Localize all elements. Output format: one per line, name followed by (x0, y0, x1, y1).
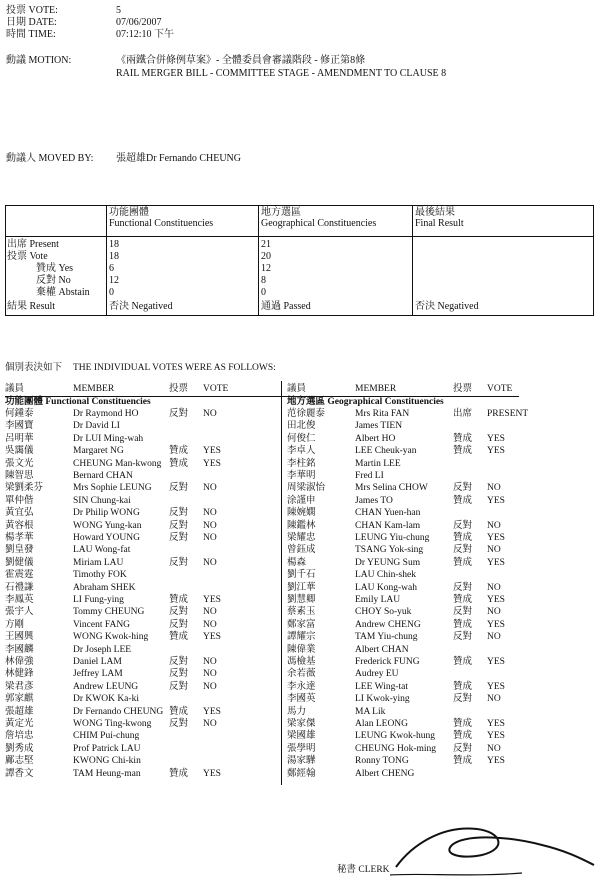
right-vote-zh: 反對 (453, 694, 473, 705)
right-vote-zh: 反對 (453, 743, 473, 754)
left-vote-en: NO (203, 657, 217, 667)
right-member-name-en: TSANG Yok-sing (355, 545, 424, 556)
right-member-name-zh: 劉江華 (287, 582, 316, 593)
right-vote-en: YES (487, 533, 505, 543)
left-vote-en: YES (203, 632, 221, 643)
left-vote-zh: 反對 (169, 409, 189, 419)
right-member-name-en: CHOY So-yuk (355, 607, 412, 618)
right-member-name-zh: 李永達 (287, 681, 316, 692)
right-member-name-zh: 楊森 (287, 557, 307, 568)
summary-final-result: 否決 Negatived (415, 301, 479, 312)
right-vote-zh: 贊成 (453, 731, 473, 742)
left-member-name-en: Dr KWOK Ka-ki (73, 694, 139, 705)
left-member-name-zh: 譚香文 (5, 768, 34, 779)
right-member-name-en: Andrew CHENG (355, 619, 421, 630)
right-vote-en: YES (487, 756, 505, 767)
right-section-title: 地方選區 Geographical Constituencies (287, 397, 444, 407)
left-member-name-en: CHIM Pui-chung (73, 731, 140, 742)
left-member-name-en: Abraham SHEK (73, 582, 136, 593)
right-member-name-zh: 劉千石 (287, 570, 316, 581)
left-vote-zh: 贊成 (169, 458, 189, 469)
right-member-name-en: LEE Wing-tat (355, 681, 408, 692)
summary-gc-value: 0 (261, 287, 266, 298)
left-vote-zh: 反對 (169, 483, 189, 494)
summary-row-label: 贊成 Yes (36, 263, 74, 274)
left-member-name-zh: 王國興 (5, 632, 34, 643)
motion-title-en: RAIL MERGER BILL - COMMITTEE STAGE - AMENDMENT TO CLAUSE 8 (116, 68, 447, 79)
left-member-name-en: Dr Joseph LEE (73, 644, 132, 655)
vote-number-label: 投票 VOTE: (6, 5, 58, 16)
left-member-name-zh: 李鳳英 (5, 595, 34, 605)
left-member-name-zh: 單仲偕 (5, 495, 34, 506)
clerk-signature (382, 815, 598, 883)
right-vote-en: PRESENT (487, 409, 529, 419)
left-member-zh-header: 議員 (5, 384, 25, 394)
right-member-name-zh: 余若薇 (287, 669, 316, 680)
right-member-name-en: MA Lik (355, 706, 386, 717)
left-vote-en: NO (203, 719, 217, 729)
right-member-name-zh: 何俊仁 (287, 433, 316, 444)
left-section-title: 功能團體 Functional Constituencies (5, 397, 151, 407)
left-vote-zh: 反對 (169, 657, 189, 667)
left-vote-en: NO (203, 607, 217, 618)
right-vote-en: YES (487, 595, 505, 605)
summary-fc-value: 12 (109, 275, 119, 286)
left-member-name-zh: 李國麟 (5, 644, 34, 655)
right-member-name-zh: 李華明 (287, 471, 316, 481)
motion-title-zh: 《兩鐵合併條例草案》- 全體委員會審議階段 - 修正第8條 (116, 55, 366, 66)
right-member-name-en: Mrs Rita FAN (355, 409, 410, 419)
left-member-name-zh: 劉秀成 (5, 743, 34, 754)
right-member-name-en: Martin LEE (355, 458, 401, 469)
right-member-name-en: Ronny TONG (355, 756, 409, 767)
right-member-name-en: Albert CHAN (355, 644, 409, 655)
left-vote-en: YES (203, 595, 221, 605)
left-member-name-en: Tommy CHEUNG (73, 607, 145, 618)
right-member-name-zh: 譚耀宗 (287, 632, 316, 643)
vote-number-value: 5 (116, 5, 121, 16)
right-member-en-header: MEMBER (355, 384, 397, 394)
column-divider (281, 381, 282, 785)
summary-gc-result: 通過 Passed (261, 301, 311, 312)
left-vote-en: NO (203, 409, 217, 419)
left-member-name-en: LAU Wong-fat (73, 545, 131, 556)
date-label: 日期 DATE: (6, 17, 57, 28)
left-vote-zh: 贊成 (169, 595, 189, 605)
left-member-name-zh: 方剛 (5, 619, 25, 630)
votes-intro-zh: 個別表決如下 (5, 363, 63, 373)
time-value: 07:12:10 下午 (116, 29, 175, 40)
left-member-name-en: Mrs Sophie LEUNG (73, 483, 152, 494)
left-vote-en: NO (203, 520, 217, 531)
right-member-name-en: Alan LEONG (355, 719, 409, 729)
right-member-name-zh: 李卓人 (287, 446, 316, 457)
left-vote-en: NO (203, 619, 217, 630)
right-vote-en: YES (487, 495, 505, 506)
left-vote-en: NO (203, 508, 217, 519)
summary-fc-value: 18 (109, 239, 119, 250)
right-vote-zh: 贊成 (453, 681, 473, 692)
time-label: 時間 TIME: (6, 29, 56, 40)
left-vote-en: YES (203, 706, 221, 717)
right-vote-zh: 贊成 (453, 446, 473, 457)
right-vote-en: YES (487, 681, 505, 692)
right-member-name-en: LEUNG Kwok-hung (355, 731, 435, 742)
right-vote-en: YES (487, 446, 505, 457)
right-vote-zh-header: 投票 (453, 384, 473, 394)
left-member-name-zh: 張文光 (5, 458, 34, 469)
left-member-name-zh: 詹培忠 (5, 731, 34, 742)
left-member-name-en: Timothy FOK (73, 570, 127, 581)
left-vote-en: YES (203, 768, 221, 779)
summary-row-label: 投票 Vote (7, 251, 48, 262)
left-member-name-en: Andrew LEUNG (73, 681, 139, 692)
right-member-name-zh: 李柱銘 (287, 458, 316, 469)
right-vote-en: NO (487, 483, 501, 494)
left-vote-en: YES (203, 446, 221, 457)
right-member-name-en: James TIEN (355, 421, 403, 432)
summary-row-label: 反對 No (36, 275, 71, 286)
right-member-name-zh: 涂謹申 (287, 495, 316, 506)
left-member-name-en: Jeffrey LAM (73, 669, 123, 680)
left-member-name-en: Prof Patrick LAU (73, 743, 141, 754)
left-member-name-en: Dr Fernando CHEUNG (73, 706, 164, 717)
left-member-name-en: TAM Heung-man (73, 768, 141, 779)
right-member-name-en: Mrs Selina CHOW (355, 483, 428, 494)
left-member-name-en: Dr Philip WONG (73, 508, 140, 519)
left-vote-zh: 反對 (169, 533, 189, 543)
left-vote-en: NO (203, 681, 217, 692)
left-member-name-en: WONG Yung-kan (73, 520, 142, 531)
left-vote-zh: 反對 (169, 508, 189, 519)
right-vote-en: NO (487, 520, 501, 531)
left-member-name-zh: 黃宜弘 (5, 508, 34, 519)
summary-fc-value: 6 (109, 263, 114, 274)
right-vote-zh: 贊成 (453, 557, 473, 568)
right-vote-en: NO (487, 632, 501, 643)
left-member-name-zh: 劉皇發 (5, 545, 34, 556)
right-vote-zh: 贊成 (453, 657, 473, 667)
left-vote-zh: 反對 (169, 557, 189, 568)
right-vote-en: NO (487, 743, 501, 754)
right-member-name-zh: 曾鈺成 (287, 545, 316, 556)
left-member-name-en: Margaret NG (73, 446, 124, 457)
left-member-name-zh: 林偉強 (5, 657, 34, 667)
right-member-name-zh: 范徐麗泰 (287, 409, 326, 419)
left-vote-zh: 反對 (169, 669, 189, 680)
summary-table (5, 205, 594, 316)
left-member-name-zh: 黃定光 (5, 719, 34, 729)
summary-row-label: 出席 Present (7, 239, 59, 250)
summary-gc-value: 8 (261, 275, 266, 286)
left-vote-zh: 贊成 (169, 632, 189, 643)
left-vote-en: NO (203, 557, 217, 568)
right-member-name-zh: 蔡素玉 (287, 607, 316, 618)
right-member-name-zh: 田北俊 (287, 421, 316, 432)
right-vote-zh: 反對 (453, 545, 473, 556)
left-member-name-en: CHEUNG Man-kwong (73, 458, 162, 469)
right-vote-en-header: VOTE (487, 384, 513, 394)
right-vote-zh: 反對 (453, 483, 473, 494)
left-member-name-en: Daniel LAM (73, 657, 122, 667)
right-member-name-en: Dr YEUNG Sum (355, 557, 421, 568)
left-member-name-zh: 梁劉柔芬 (5, 483, 44, 494)
left-member-name-en: LI Fung-ying (73, 595, 124, 605)
left-member-name-zh: 石禮謙 (5, 582, 34, 593)
gc-header-zh: 地方選區 (261, 207, 301, 218)
right-vote-zh: 贊成 (453, 719, 473, 729)
left-vote-zh: 反對 (169, 681, 189, 692)
right-vote-en: NO (487, 607, 501, 618)
left-member-name-en: KWONG Chi-kin (73, 756, 141, 767)
right-vote-en: YES (487, 731, 505, 742)
left-member-name-zh: 陳智思 (5, 471, 34, 481)
right-member-name-en: CHAN Yuen-han (355, 508, 421, 519)
left-member-name-zh: 梁君彥 (5, 681, 34, 692)
left-vote-zh-header: 投票 (169, 384, 189, 394)
right-member-name-zh: 陳偉業 (287, 644, 316, 655)
right-vote-zh: 反對 (453, 582, 473, 593)
left-member-name-zh: 何鍾泰 (5, 409, 34, 419)
left-vote-zh: 贊成 (169, 446, 189, 457)
left-vote-en-header: VOTE (203, 384, 229, 394)
right-vote-zh: 反對 (453, 632, 473, 643)
left-member-name-zh: 張超雄 (5, 706, 34, 717)
left-member-name-zh: 劉健儀 (5, 557, 34, 568)
left-member-name-zh: 呂明華 (5, 433, 34, 444)
left-member-name-en: Dr LUI Ming-wah (73, 433, 144, 444)
right-member-name-en: LEE Cheuk-yan (355, 446, 417, 457)
left-vote-zh: 贊成 (169, 706, 189, 717)
left-member-name-zh: 郭家麒 (5, 694, 34, 705)
right-member-name-zh: 梁國雄 (287, 731, 316, 742)
fc-header-zh: 功能團體 (109, 207, 149, 218)
summary-gc-value: 20 (261, 251, 271, 262)
final-header-zh: 最後結果 (415, 207, 455, 218)
right-member-name-zh: 梁家傑 (287, 719, 316, 729)
left-member-name-en: WONG Ting-kwong (73, 719, 152, 729)
summary-row-label: 棄權 Abstain (36, 287, 90, 298)
right-member-name-en: LI Kwok-ying (355, 694, 410, 705)
right-member-name-en: LAU Chin-shek (355, 570, 416, 581)
right-member-name-en: Fred LI (355, 471, 384, 481)
left-member-en-header: MEMBER (73, 384, 115, 394)
right-member-name-en: LEUNG Yiu-chung (355, 533, 430, 543)
right-member-name-zh: 馬力 (287, 706, 307, 717)
left-member-name-en: Howard YOUNG (73, 533, 140, 543)
right-member-name-zh: 張學明 (287, 743, 316, 754)
right-member-name-en: James TO (355, 495, 393, 506)
right-vote-zh: 反對 (453, 607, 473, 618)
left-member-name-en: SIN Chung-kai (73, 495, 131, 506)
right-member-name-zh: 陳鑑林 (287, 520, 316, 531)
right-vote-en: NO (487, 694, 501, 705)
right-member-name-zh: 周梁淑怡 (287, 483, 326, 494)
right-vote-en: NO (487, 582, 501, 593)
right-member-name-zh: 湯家驊 (287, 756, 316, 767)
right-member-name-en: Frederick FUNG (355, 657, 420, 667)
left-vote-zh: 反對 (169, 619, 189, 630)
right-member-name-zh: 梁耀忠 (287, 533, 316, 543)
right-member-name-en: CHAN Kam-lam (355, 520, 421, 531)
right-member-name-zh: 陳婉嫻 (287, 508, 316, 519)
left-member-name-en: WONG Kwok-hing (73, 632, 149, 643)
left-member-name-zh: 霍震霆 (5, 570, 34, 581)
left-member-name-zh: 鄺志堅 (5, 756, 34, 767)
left-member-name-en: Dr Raymond HO (73, 409, 139, 419)
left-member-name-zh: 林健鋒 (5, 669, 34, 680)
right-vote-en: YES (487, 719, 505, 729)
summary-gc-value: 12 (261, 263, 271, 274)
left-vote-en: NO (203, 533, 217, 543)
right-vote-en: YES (487, 657, 505, 667)
motion-label: 動議 MOTION: (6, 55, 72, 66)
right-vote-zh: 贊成 (453, 595, 473, 605)
left-member-name-en: Dr David LI (73, 421, 120, 432)
right-vote-zh: 贊成 (453, 433, 473, 444)
summary-fc-result: 否決 Negatived (109, 301, 173, 312)
right-vote-zh: 贊成 (453, 756, 473, 767)
left-vote-en: NO (203, 669, 217, 680)
right-vote-zh: 贊成 (453, 495, 473, 506)
right-vote-zh: 反對 (453, 520, 473, 531)
right-member-name-en: Audrey EU (355, 669, 399, 680)
right-member-name-zh: 鄭家富 (287, 619, 316, 630)
right-vote-en: YES (487, 557, 505, 568)
right-member-zh-header: 議員 (287, 384, 307, 394)
left-member-name-zh: 李國寶 (5, 421, 34, 432)
right-vote-zh: 贊成 (453, 619, 473, 630)
right-vote-en: YES (487, 619, 505, 630)
right-member-name-en: LAU Kong-wah (355, 582, 418, 593)
moved-by-value: 張超雄Dr Fernando CHEUNG (116, 153, 241, 164)
date-value: 07/06/2007 (116, 17, 162, 28)
right-member-name-zh: 李國英 (287, 694, 316, 705)
right-vote-zh: 出席 (453, 409, 473, 419)
right-vote-en: YES (487, 433, 505, 444)
right-vote-zh: 贊成 (453, 533, 473, 543)
gc-header-en: Geographical Constituencies (261, 218, 377, 229)
left-vote-en: NO (203, 483, 217, 494)
final-header-en: Final Result (415, 218, 464, 229)
left-member-name-en: Bernard CHAN (73, 471, 133, 481)
left-member-name-en: Vincent FANG (73, 619, 131, 630)
right-member-name-zh: 鄭經翰 (287, 768, 316, 779)
right-member-name-en: Emily LAU (355, 595, 401, 605)
left-member-name-zh: 張宇人 (5, 607, 34, 618)
left-vote-zh: 反對 (169, 607, 189, 618)
left-vote-zh: 反對 (169, 520, 189, 531)
left-vote-en: YES (203, 458, 221, 469)
right-member-name-en: Albert HO (355, 433, 396, 444)
right-member-name-en: TAM Yiu-chung (355, 632, 418, 643)
clerk-label: 秘書 CLERK (337, 865, 390, 875)
left-member-name-zh: 楊孝華 (5, 533, 34, 543)
left-member-name-zh: 吳靄儀 (5, 446, 34, 457)
left-vote-zh: 反對 (169, 719, 189, 729)
right-member-name-en: Albert CHENG (355, 768, 415, 779)
summary-fc-value: 0 (109, 287, 114, 298)
right-vote-en: NO (487, 545, 501, 556)
left-vote-zh: 贊成 (169, 768, 189, 779)
left-member-name-en: Miriam LAU (73, 557, 124, 568)
right-member-name-en: CHEUNG Hok-ming (355, 743, 437, 754)
summary-fc-value: 18 (109, 251, 119, 262)
summary-row-label: 結果 Result (7, 301, 56, 312)
votes-intro-en: THE INDIVIDUAL VOTES WERE AS FOLLOWS: (73, 363, 276, 373)
fc-header-en: Functional Constituencies (109, 218, 214, 229)
right-member-name-zh: 馮檢基 (287, 657, 316, 667)
summary-gc-value: 21 (261, 239, 271, 250)
moved-by-label: 動議人 MOVED BY: (6, 153, 94, 164)
right-member-name-zh: 劉慧卿 (287, 595, 316, 605)
left-member-name-zh: 黃容根 (5, 520, 34, 531)
